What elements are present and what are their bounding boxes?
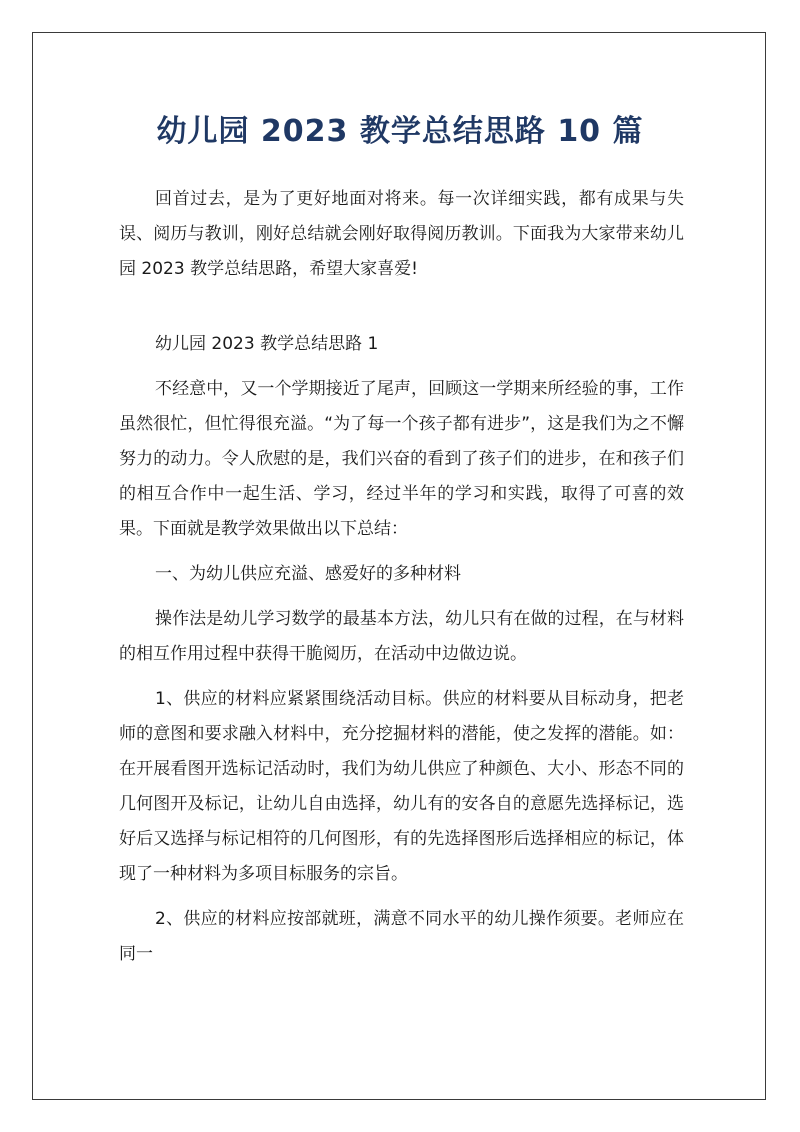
document-body	[119, 182, 684, 972]
subsection-heading: 一、为幼儿供应充溢、感爱好的多种材料	[155, 564, 461, 584]
body-paragraph: 不经意中，又一个学期接近了尾声，回顾这一学期来所经验的事，工作虽然很忙，但忙得很充溢。“为了每一个孩子都有进步”，这是我们为之不懈努力的动力。令人欣慰的是，我们兴奋的看到了孩子们的进步，在和孩子们的相互合作中一起生活、学习，经过半年的学习和实践，取得了可喜的效果。下面就是教学效果做出以下总结：	[119, 379, 684, 539]
section-gap	[119, 287, 684, 327]
body-paragraph: 2、供应的材料应按部就班，满意不同水平的幼儿操作须要。老师应在同一	[119, 909, 684, 964]
section-heading: 幼儿园 2023 教学总结思路 1	[155, 334, 379, 354]
intro-paragraph: 回首过去，是为了更好地面对将来。每一次详细实践，都有成果与失误、阅历与教训，刚好总结就会刚好取得阅历教训。下面我为大家带来幼儿园 2023 教学总结思路，希望大家喜爱!	[119, 189, 684, 279]
document-title: 幼儿园 2023 教学总结思路 10 篇	[156, 114, 644, 149]
body-paragraph: 1、供应的材料应紧紧围绕活动目标。供应的材料要从目标动身，把老师的意图和要求融入材料中，充分挖掘材料的潜能，使之发挥的潜能。如：在开展看图开选标记活动时，我们为幼儿供应了种颜色、大小、形态不同的几何图开及标记，让幼儿自由选择，幼儿有的安各自的意愿先选择标记，选好后又选择与标记相符的几何图形，有的先选择图形后选择相应的标记，体现了一种材料为多项目标服务的宗旨。	[119, 689, 684, 884]
body-paragraph: 操作法是幼儿学习数学的最基本方法，幼儿只有在做的过程，在与材料的相互作用过程中获得干脆阅历，在活动中边做边说。	[119, 609, 684, 664]
